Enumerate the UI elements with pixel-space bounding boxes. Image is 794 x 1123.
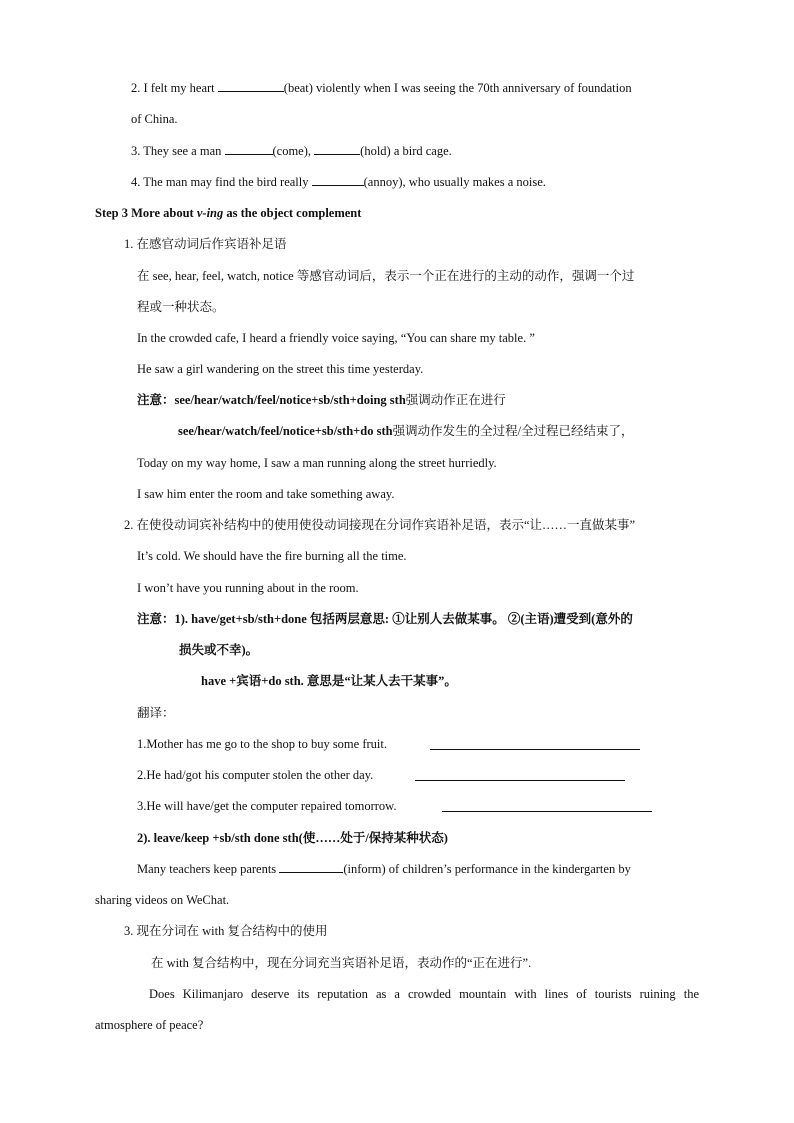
exercise-text: (inform) of children’s performance in the kindergarten by <box>343 862 631 876</box>
section2-note-line1: 注意：1). have/get+sb/sth+done 包括两层意思: ①让别人去做某事。 ②(主语)遭受到(意外的 <box>137 612 633 626</box>
translation-answer-line[interactable] <box>415 769 625 781</box>
exercise-text: 4. The man may find the bird really <box>131 175 309 189</box>
section1-example-3: Today on my way home, I saw a man running along the street hurriedly. <box>137 456 497 470</box>
answer-blank[interactable] <box>314 143 360 155</box>
section2-exercise-line1 <box>137 861 683 877</box>
section1-note-2: see/hear/watch/feel/notice+sb/sth+do sth强调动作发生的全过程/全过程已经结束了， <box>178 424 634 438</box>
answer-blank[interactable] <box>279 861 343 873</box>
answer-blank[interactable] <box>312 174 364 186</box>
section3-example-line1: Does Kilimanjaro deserve its reputation as a crowded mountain with lines of tourists ruining the <box>149 987 699 1001</box>
exercise-text: Many teachers keep parents <box>137 862 277 876</box>
section2-note-line2: 损失或不幸)。 <box>179 643 259 657</box>
translation-item-3 <box>137 798 397 814</box>
section2-heading: 2. 在使役动词宾补结构中的使用使役动词接现在分词作宾语补足语，表示“让……一直做某事” <box>124 518 636 532</box>
section2-example-1: It’s cold. We should have the fire burning all the time. <box>137 549 407 563</box>
exercise-3 <box>131 143 452 159</box>
exercise-text: (beat) violently when I was seeing the 70th anniversary of foundation <box>283 81 632 95</box>
section2-note-line3: have +宾语+do sth. 意思是“让某人去干某事”。 <box>201 674 457 688</box>
section3-example-line2: atmosphere of peace? <box>95 1018 204 1032</box>
section3-heading: 3. 现在分词在 with 复合结构中的使用 <box>124 924 328 938</box>
section1-example-1: In the crowded cafe, I heard a friendly voice saying, “You can share my table. ” <box>137 331 535 345</box>
section1-example-4: I saw him enter the room and take something away. <box>137 487 395 501</box>
translation-sentence: 3.He will have/get the computer repaired tomorrow. <box>137 799 397 813</box>
answer-blank[interactable] <box>218 80 284 92</box>
section1-desc-line1: 在 see, hear, feel, watch, notice 等感官动词后，表示一个正在进行的主动的动作，强调一个过 <box>137 269 635 283</box>
section1-desc-line2: 程或一种状态。 <box>137 300 225 314</box>
answer-blank[interactable] <box>225 143 273 155</box>
exercise-text: 3. They see a man <box>131 144 222 158</box>
exercise-2-line-1 <box>131 80 699 96</box>
section1-note-1: 注意：see/hear/watch/feel/notice+sb/sth+doing sth强调动作正在进行 <box>137 393 506 407</box>
translation-answer-line[interactable] <box>430 738 640 750</box>
step3-heading: Step 3 More about v-ing as the object complement <box>95 206 362 220</box>
translation-sentence: 1.Mother has me go to the shop to buy some fruit. <box>137 737 387 751</box>
exercise-4 <box>131 174 546 190</box>
translation-item-1 <box>137 736 387 752</box>
exercise-text: (annoy), who usually makes a noise. <box>363 175 546 189</box>
exercise-text: (hold) a bird cage. <box>360 144 452 158</box>
translation-answer-line[interactable] <box>442 800 652 812</box>
section1-heading: 1. 在感官动词后作宾语补足语 <box>124 237 287 251</box>
translation-item-2 <box>137 767 373 783</box>
exercise-2-line-2: of China. <box>131 112 178 126</box>
section2-sub2-heading: 2). leave/keep +sb/sth done sth(使……处于/保持某种状态) <box>137 831 448 845</box>
section2-exercise-line2: sharing videos on WeChat. <box>95 893 230 907</box>
section1-example-2: He saw a girl wandering on the street this time yesterday. <box>137 362 424 376</box>
section2-example-2: I won’t have you running about in the room. <box>137 581 359 595</box>
translation-sentence: 2.He had/got his computer stolen the other day. <box>137 768 374 782</box>
exercise-text: 2. I felt my heart <box>131 81 215 95</box>
exercise-text: (come), <box>272 144 312 158</box>
section3-desc: 在 with 复合结构中，现在分词充当宾语补足语，表动作的“正在进行”. <box>151 956 532 970</box>
translate-label: 翻译： <box>137 706 175 720</box>
